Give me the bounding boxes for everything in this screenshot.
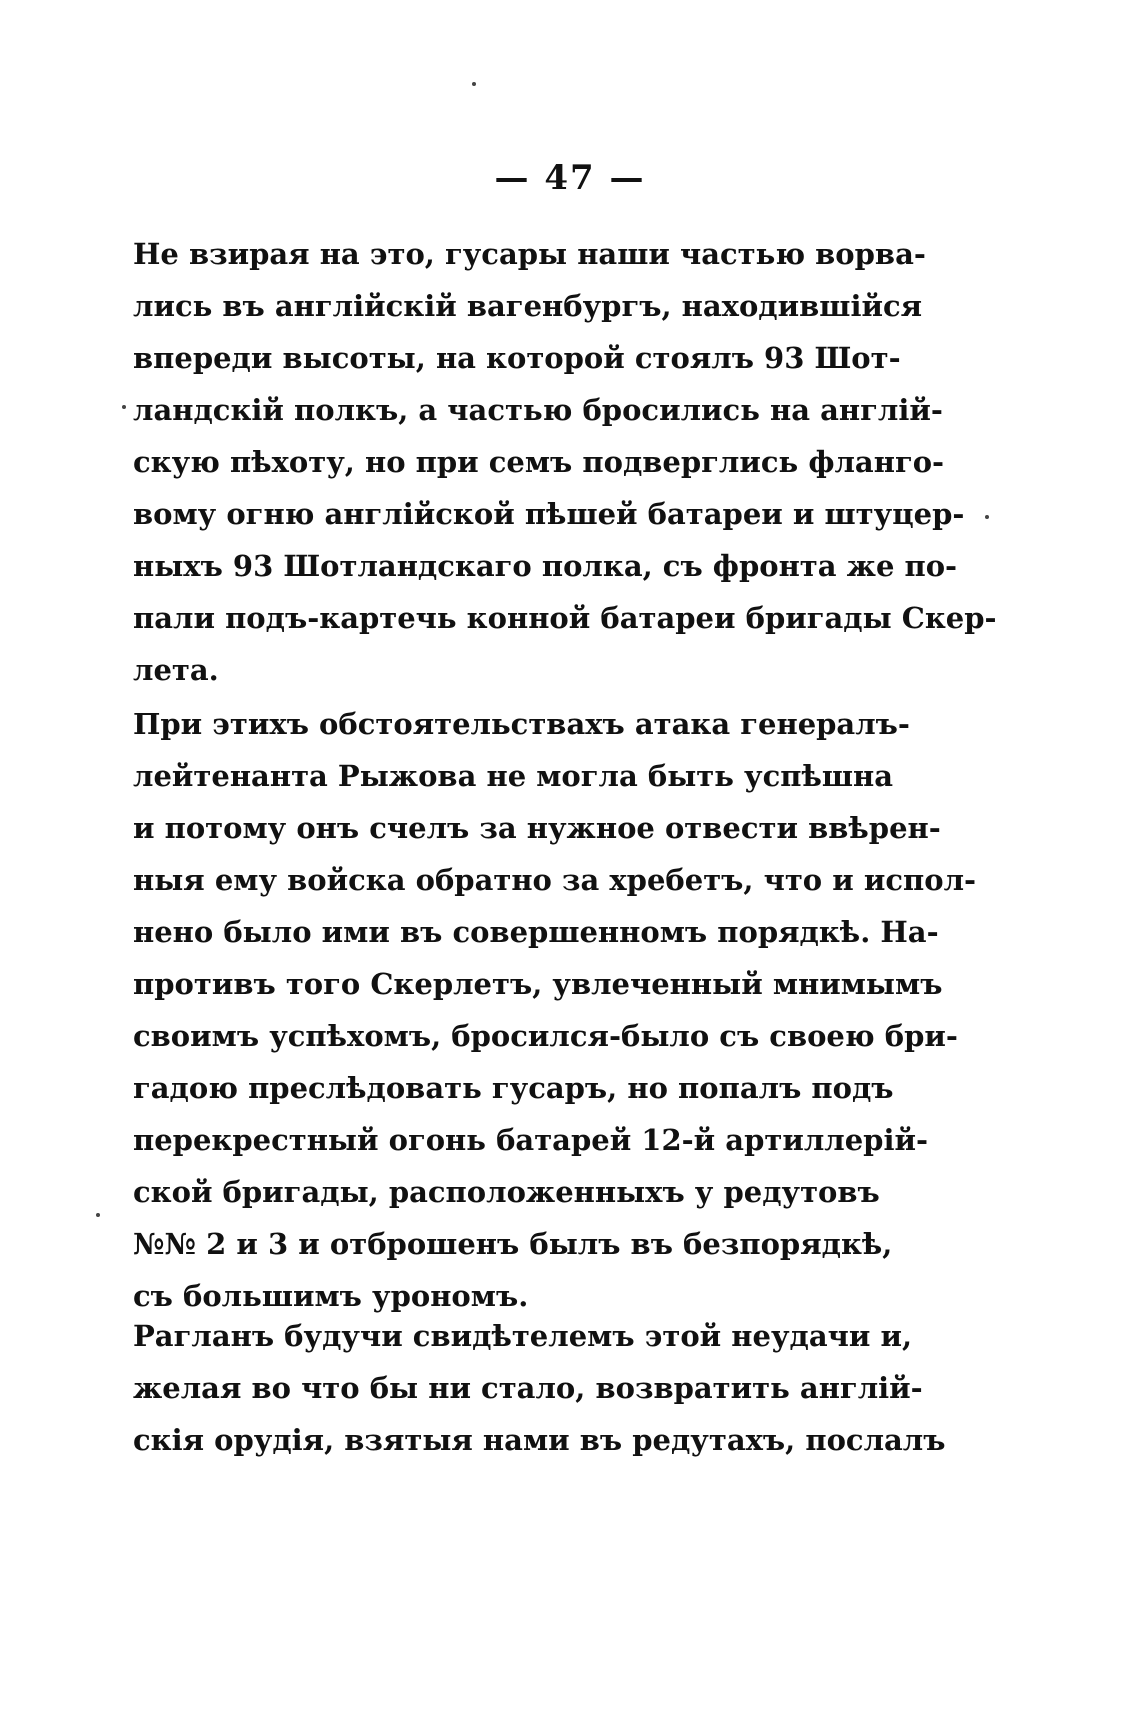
text-line: При этихъ обстоятельствахъ атака генералъ- [133,707,910,741]
text-line: вому огню англійской пѣшей батареи и штуцер- [133,497,965,531]
text-line: ныя ему войска обратно за хребетъ, что и испол- [133,863,977,897]
scan-speck [96,1213,100,1217]
text-line: нено было ими въ совершенномъ порядкѣ. На- [133,915,939,949]
paragraph-3 [133,1310,946,1466]
paragraph-2 [133,698,977,1322]
text-line: противъ того Скерлетъ, увлеченный мнимымъ [133,967,943,1001]
text-line: и потому онъ счелъ за нужное отвести ввѣрен- [133,811,941,845]
text-line: ландскій полкъ, а частью бросились на англій- [133,393,943,427]
text-line: желая во что бы ни стало, возвратить англій- [133,1371,923,1405]
scan-speck [472,82,476,86]
text-line: гадою преслѣдовать гусаръ, но попалъ подъ [133,1071,894,1105]
text-line: своимъ успѣхомъ, бросился-было съ своею бри- [133,1019,958,1053]
text-line: перекрестный огонь батарей 12-й артиллерій- [133,1123,929,1157]
text-line: лета. [133,653,219,687]
scan-speck [122,405,126,409]
paragraph-1 [133,228,997,696]
text-line: лись въ англійскій вагенбургъ, находившійся [133,289,923,323]
text-line: Не взирая на это, гусары наши частью ворва- [133,237,926,271]
text-line: съ большимъ урономъ. [133,1279,529,1313]
text-line: впереди высоты, на которой стоялъ 93 Шот- [133,341,901,375]
scan-speck [985,515,989,519]
text-line: скія орудія, взятыя нами въ редутахъ, послалъ [133,1423,946,1457]
text-line: ской бригады, расположенныхъ у редутовъ [133,1175,880,1209]
text-line: лейтенанта Рыжова не могла быть успѣшна [133,759,894,793]
text-line: ныхъ 93 Шотландскаго полка, съ фронта же по- [133,549,958,583]
text-line: Рагланъ будучи свидѣтелемъ этой неудачи и, [133,1319,913,1353]
text-line: №№ 2 и 3 и отброшенъ былъ въ безпорядкѣ, [133,1227,893,1261]
text-line: скую пѣхоту, но при семъ подверглись фланго- [133,445,945,479]
text-line: пали подъ-картечь конной батареи бригады Скер- [133,601,997,635]
page-number: — 47 — [494,158,646,198]
